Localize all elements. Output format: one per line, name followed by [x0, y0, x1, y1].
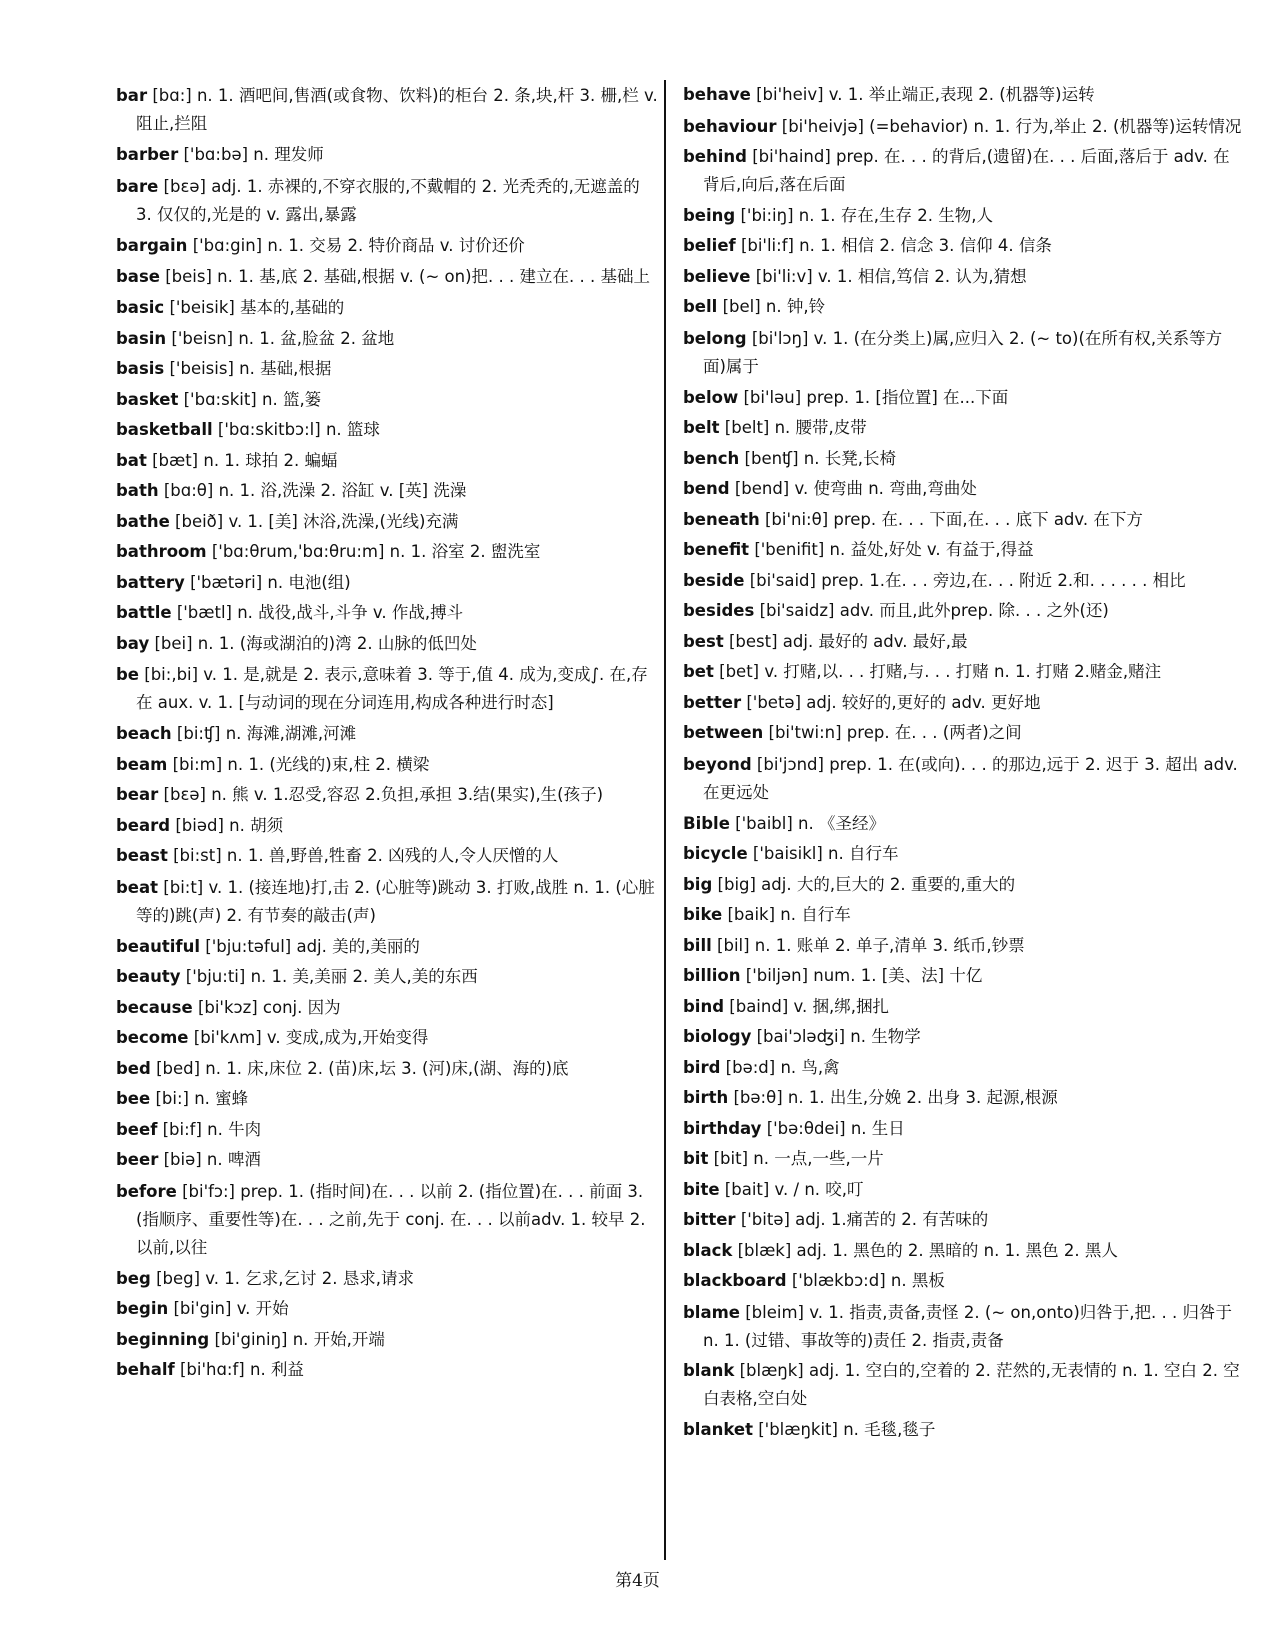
entry-belong	[683, 325, 1243, 381]
headword: belong	[683, 328, 747, 348]
headword: blanket	[683, 1419, 753, 1439]
definition: [bi'jɔnd] prep. 1. 在(或向). . . 的那边,远于 2. 迟于 3. 超出 adv. 在更远处	[703, 754, 1238, 802]
entry-behind	[683, 143, 1243, 199]
entry-biology	[683, 1022, 1243, 1053]
entry-bible	[683, 809, 1243, 840]
entry-bird	[683, 1053, 1243, 1084]
headword: beach	[116, 724, 172, 743]
headword: before	[116, 1181, 177, 1201]
headword: better	[683, 692, 742, 712]
definition: ['betə] adj. 较好的,更好的 adv. 更好地	[746, 692, 1041, 712]
headword: basin	[116, 328, 167, 348]
entry-blackboard	[683, 1266, 1243, 1297]
definition: [beg] v. 1. 乞求,乞讨 2. 恳求,请求	[156, 1268, 414, 1288]
headword: bet	[683, 662, 714, 681]
entry-become	[116, 1023, 658, 1054]
entry-barber	[116, 140, 658, 171]
definition: [bait] v. / n. 咬,叮	[724, 1179, 864, 1199]
definition: ['baisikl] n. 自行车	[752, 844, 899, 863]
entry-bare	[116, 173, 658, 229]
headword: beard	[116, 815, 171, 835]
definition: ['bi:iŋ] n. 1. 存在,生存 2. 生物,人	[740, 205, 993, 225]
headword: begin	[116, 1299, 169, 1318]
entry-base	[116, 263, 658, 291]
definition: ['bju:təful] adj. 美的,美丽的	[205, 936, 420, 956]
entry-being	[683, 201, 1243, 232]
entry-bench	[683, 444, 1243, 475]
definition: [blæk] adj. 1. 黑色的 2. 黑暗的 n. 1. 黑色 2. 黑人	[737, 1240, 1118, 1260]
definition: [bi:m] n. 1. (光线的)束,柱 2. 横梁	[172, 754, 430, 774]
definition: [bei] n. 1. (海或湖泊的)湾 2. 山脉的低凹处	[154, 633, 477, 653]
headword: benefit	[683, 540, 750, 559]
definition: ['blækbɔ:d] n. 黑板	[791, 1271, 945, 1290]
entry-beast	[116, 841, 658, 872]
entry-basic	[116, 293, 658, 324]
headword: bee	[116, 1089, 151, 1108]
headword: behind	[683, 146, 747, 166]
entry-bitter	[683, 1205, 1243, 1236]
entry-begin	[116, 1294, 658, 1325]
entry-beat	[116, 874, 658, 930]
left-column	[116, 80, 658, 1386]
entry-bat	[116, 446, 658, 477]
definition: [bi'lɔŋ] v. 1. (在分类上)属,应归入 2. (~ to)(在所有权,关系等方面)属于	[703, 328, 1223, 376]
definition: ['bɑ:skit] n. 篮,篓	[183, 389, 322, 409]
entry-bicycle	[683, 839, 1243, 870]
headword: birthday	[683, 1118, 762, 1138]
definition: ['baibl] n. 《圣经》	[735, 813, 885, 833]
definition: ['bɑ:θrum,'bɑ:θru:m] n. 1. 浴室 2. 盥洗室	[211, 542, 541, 561]
definition: ['bɑ:bə] n. 理发师	[183, 145, 324, 164]
entry-bathroom	[116, 537, 658, 568]
headword: basket	[116, 389, 179, 409]
definition: ['beisik] 基本的,基础的	[169, 298, 345, 317]
entry-bar	[116, 82, 658, 138]
headword: below	[683, 387, 739, 407]
entry-between	[683, 718, 1243, 749]
definition: [bi'kʌm] v. 变成,成为,开始变得	[193, 1028, 429, 1047]
headword: bar	[116, 86, 148, 105]
entry-blanket	[683, 1415, 1243, 1446]
definition: [beið] v. 1. [美] 沐浴,洗澡,(光线)充满	[175, 511, 459, 531]
definition: ['beisis] n. 基础,根据	[169, 359, 332, 378]
entry-beneath	[683, 505, 1243, 536]
entry-beautiful	[116, 932, 658, 963]
definition: [bεə] adj. 1. 赤裸的,不穿衣服的,不戴帽的 2. 光秃秃的,无遮盖的 3. 仅仅的,光是的 v. 露出,暴露	[136, 176, 640, 224]
definition: [bi'haind] prep. 在. . . 的背后,(遗留)在. . . 后面,落后于 adv. 在背后,向后,落在后面	[703, 146, 1230, 194]
definition: [bi'fɔ:] prep. 1. (指时间)在. . . 以前 2. (指位置)在. . . 前面 3. (指顺序、重要性等)在. . . 之前,先于 conj. 在. . . 以前adv. 1. 较早 2. 以前,以往	[136, 1181, 646, 1257]
column-divider	[664, 80, 666, 1560]
entry-besides	[683, 596, 1243, 627]
definition: [bi'gin] v. 开始	[173, 1299, 289, 1318]
headword: bill	[683, 935, 712, 955]
definition: [bi'saidz] adv. 而且,此外prep. 除. . . 之外(还)	[759, 601, 1109, 620]
definition: [bi'heivjə] (=behavior) n. 1. 行为,举止 2. (机器等)运转情况	[781, 116, 1242, 136]
definition: ['biljən] num. 1. [美、法] 十亿	[745, 966, 983, 985]
headword: bathroom	[116, 542, 207, 561]
definition: [bi'said] prep. 1.在. . . 旁边,在. . . 附近 2.和. . . . . . 相比	[749, 570, 1186, 590]
definition: ['bɑ:gin] n. 1. 交易 2. 特价商品 v. 讨价还价	[192, 235, 525, 255]
headword: beginning	[116, 1329, 210, 1349]
definition: [bə:d] n. 鸟,禽	[725, 1057, 840, 1077]
definition: [bi:f] n. 牛肉	[162, 1119, 262, 1139]
definition: ['bætl] n. 战役,战斗,斗争 v. 作战,搏斗	[176, 603, 464, 622]
entry-behave	[683, 80, 1243, 111]
definition: [blæŋk] adj. 1. 空白的,空着的 2. 茫然的,无表情的 n. 1. 空白 2. 空白表格,空白处	[703, 1360, 1240, 1408]
definition: ['blæŋkit] n. 毛毯,毯子	[758, 1419, 936, 1439]
headword: bathe	[116, 511, 170, 531]
headword: behalf	[116, 1360, 175, 1379]
entry-better	[683, 688, 1243, 719]
entry-bet	[683, 657, 1243, 688]
entry-behalf	[116, 1355, 658, 1386]
entry-bell	[683, 292, 1243, 323]
entry-beam	[116, 750, 658, 781]
definition: [bi'ni:θ] prep. 在. . . 下面,在. . . 底下 adv. 在下方	[764, 509, 1143, 529]
entry-beginning	[116, 1325, 658, 1356]
headword: black	[683, 1240, 733, 1260]
definition: [bi'li:v] v. 1. 相信,笃信 2. 认为,猜想	[755, 266, 1027, 286]
definition: [bi'twi:n] prep. 在. . . (两者)之间	[768, 723, 1022, 742]
entry-billion	[683, 961, 1243, 992]
headword: believe	[683, 266, 751, 286]
definition: ['bju:ti] n. 1. 美,美丽 2. 美人,美的东西	[185, 967, 478, 986]
headword: beg	[116, 1268, 151, 1288]
headword: be	[116, 665, 140, 684]
definition: [bə:θ] n. 1. 出生,分娩 2. 出身 3. 起源,根源	[733, 1088, 1058, 1107]
headword: bench	[683, 448, 740, 468]
entry-big	[683, 870, 1243, 901]
entry-beef	[116, 1115, 658, 1146]
definition: [bi:,bi] v. 1. 是,就是 2. 表示,意味着 3. 等于,值 4. 成为,变成∫. 在,存在 aux. v. 1. [与动词的现在分词连用,构成各种进行时态]	[136, 665, 648, 712]
entry-bargain	[116, 231, 658, 262]
entry-beyond	[683, 751, 1243, 807]
headword: behave	[683, 85, 751, 104]
entry-be	[116, 661, 658, 717]
headword: bear	[116, 785, 159, 804]
entry-believe	[683, 262, 1243, 293]
headword: basis	[116, 359, 165, 378]
definition: [bleim] v. 1. 指责,责备,责怪 2. (~ on,onto)归咎于,把. . . 归咎于 n. 1. (过错、事故等的)责任 2. 指责,责备	[703, 1302, 1232, 1350]
definition: [bai'ɔləʤi] n. 生物学	[756, 1027, 921, 1046]
headword: beyond	[683, 754, 752, 774]
entry-belt	[683, 413, 1243, 444]
entry-before	[116, 1178, 658, 1262]
entry-beach	[116, 719, 658, 750]
definition: [bel] n. 钟,铃	[722, 297, 826, 316]
definition: [bi'li:f] n. 1. 相信 2. 信念 3. 信仰 4. 信条	[740, 236, 1052, 255]
headword: battle	[116, 603, 172, 622]
definition: [bεə] n. 熊 v. 1.忍受,容忍 2.负担,承担 3.结(果实),生(孩子)	[163, 785, 604, 804]
entry-best	[683, 627, 1243, 658]
definition: [bil] n. 1. 账单 2. 单子,清单 3. 纸币,钞票	[717, 935, 1025, 955]
headword: billion	[683, 966, 741, 985]
headword: base	[116, 267, 160, 286]
definition: [bend] v. 使弯曲 n. 弯曲,弯曲处	[734, 479, 977, 498]
headword: barber	[116, 145, 179, 164]
headword: basic	[116, 298, 165, 317]
headword: bird	[683, 1057, 721, 1077]
definition: [baind] v. 捆,绑,捆扎	[729, 996, 889, 1016]
definition: [big] adj. 大的,巨大的 2. 重要的,重大的	[717, 874, 1016, 894]
definition: [beis] n. 1. 基,底 2. 基础,根据 v. (~ on)把. . . 建立在. . . 基础上	[165, 267, 650, 286]
definition: [biə] n. 啤酒	[163, 1150, 261, 1169]
entry-bathe	[116, 507, 658, 538]
entry-bike	[683, 900, 1243, 931]
headword: Bible	[683, 813, 730, 833]
headword: beer	[116, 1150, 159, 1169]
page-number: 第4页	[615, 1571, 660, 1591]
headword: between	[683, 723, 764, 742]
right-column	[683, 80, 1243, 1445]
definition: ['bɑ:skitbɔ:l] n. 篮球	[217, 420, 380, 439]
headword: blank	[683, 1360, 735, 1380]
headword: beef	[116, 1119, 158, 1139]
headword: bind	[683, 996, 725, 1016]
entry-bear	[116, 780, 658, 811]
headword: become	[116, 1028, 189, 1047]
headword: bargain	[116, 235, 188, 255]
headword: beat	[116, 877, 159, 897]
headword: bite	[683, 1179, 720, 1199]
entry-birthday	[683, 1114, 1243, 1145]
headword: belief	[683, 236, 736, 255]
entry-bay	[116, 629, 658, 660]
entry-bee	[116, 1084, 658, 1115]
definition: ['bætəri] n. 电池(组)	[190, 572, 351, 592]
definition: [bi:] n. 蜜蜂	[155, 1089, 249, 1108]
definition: [bi:st] n. 1. 兽,野兽,牲畜 2. 凶残的人,令人厌憎的人	[173, 846, 559, 865]
definition: [benʧ] n. 长凳,长椅	[744, 448, 896, 468]
headword: being	[683, 205, 736, 225]
entry-bit	[683, 1144, 1243, 1175]
definition: [bi'ləu] prep. 1. [指位置] 在...下面	[743, 387, 1009, 407]
headword: bat	[116, 450, 147, 470]
headword: bike	[683, 905, 723, 924]
entry-battery	[116, 568, 658, 599]
entry-beg	[116, 1264, 658, 1295]
headword: bicycle	[683, 844, 748, 863]
definition: ['beisn] n. 1. 盆,脸盆 2. 盆地	[171, 328, 395, 348]
headword: big	[683, 874, 713, 894]
headword: bed	[116, 1058, 151, 1078]
definition: [belt] n. 腰带,皮带	[724, 418, 867, 437]
headword: bath	[116, 481, 159, 500]
entry-bite	[683, 1175, 1243, 1206]
headword: bell	[683, 297, 718, 316]
entry-bind	[683, 992, 1243, 1023]
definition: [bi'kɔz] conj. 因为	[197, 997, 341, 1017]
headword: beautiful	[116, 936, 201, 956]
headword: bend	[683, 479, 730, 498]
headword: bare	[116, 176, 159, 196]
definition: [bet] v. 打赌,以. . . 打赌,与. . . 打赌 n. 1. 打赌 2.赌金,赌注	[719, 662, 1162, 681]
entry-blame	[683, 1299, 1243, 1355]
entry-basin	[116, 324, 658, 355]
definition: [baik] n. 自行车	[727, 905, 851, 924]
headword: basketball	[116, 420, 213, 439]
entry-battle	[116, 598, 658, 629]
definition: [bi:ʧ] n. 海滩,湖滩,河滩	[176, 724, 357, 743]
definition: [bed] n. 1. 床,床位 2. (苗)床,坛 3. (河)床,(湖、海的)底	[156, 1058, 569, 1078]
entry-black	[683, 1236, 1243, 1267]
definition: [bɑ:] n. 1. 酒吧间,售酒(或食物、饮料)的柜台 2. 条,块,杆 3. 栅,栏 v. 阻止,拦阻	[136, 86, 658, 133]
entry-behaviour	[683, 113, 1243, 141]
entry-bed	[116, 1054, 658, 1085]
entry-belief	[683, 231, 1243, 262]
entry-bath	[116, 476, 658, 507]
definition: [bɑ:θ] n. 1. 浴,洗澡 2. 浴缸 v. [英] 洗澡	[163, 481, 467, 500]
definition: [bi'giniŋ] n. 开始,开端	[214, 1329, 385, 1349]
headword: beam	[116, 754, 168, 774]
headword: belt	[683, 418, 720, 437]
definition: [bi'hɑ:f] n. 利益	[179, 1360, 304, 1379]
definition: [best] adj. 最好的 adv. 最好,最	[728, 631, 968, 651]
headword: best	[683, 631, 724, 651]
entry-bill	[683, 931, 1243, 962]
headword: behaviour	[683, 116, 777, 136]
entry-blank	[683, 1357, 1243, 1413]
definition: [bi:t] v. 1. (接连地)打,击 2. (心脏等)跳动 3. 打败,战胜 n. 1. (心脏等的)跳(声) 2. 有节奏的敲击(声)	[136, 877, 655, 925]
headword: birth	[683, 1088, 729, 1107]
definition: [bit] n. 一点,一些,一片	[713, 1149, 884, 1168]
headword: blame	[683, 1302, 740, 1322]
headword: beneath	[683, 509, 760, 529]
entry-basis	[116, 354, 658, 385]
definition: ['benifit] n. 益处,好处 v. 有益于,得益	[754, 540, 1034, 559]
headword: blackboard	[683, 1271, 787, 1290]
headword: beside	[683, 570, 745, 590]
entry-bend	[683, 474, 1243, 505]
definition: ['bitə] adj. 1.痛苦的 2. 有苦味的	[740, 1210, 989, 1229]
headword: beast	[116, 846, 168, 865]
entry-beard	[116, 811, 658, 842]
headword: besides	[683, 601, 755, 620]
definition: [biəd] n. 胡须	[175, 815, 284, 835]
definition: [bi'heiv] v. 1. 举止端正,表现 2. (机器等)运转	[756, 85, 1095, 104]
entry-beer	[116, 1145, 658, 1176]
definition: [bæt] n. 1. 球拍 2. 蝙蝠	[152, 450, 338, 470]
entry-beauty	[116, 962, 658, 993]
entry-benefit	[683, 535, 1243, 566]
entry-beside	[683, 566, 1243, 597]
headword: bitter	[683, 1210, 736, 1229]
headword: bit	[683, 1149, 709, 1168]
headword: bay	[116, 633, 150, 653]
entry-because	[116, 993, 658, 1024]
headword: biology	[683, 1027, 752, 1046]
entry-below	[683, 383, 1243, 414]
headword: beauty	[116, 967, 181, 986]
entry-basket	[116, 385, 658, 416]
definition: ['bə:θdei] n. 生日	[766, 1118, 905, 1138]
headword: battery	[116, 572, 185, 592]
entry-birth	[683, 1083, 1243, 1114]
headword: because	[116, 997, 193, 1017]
entry-basketball	[116, 415, 658, 446]
